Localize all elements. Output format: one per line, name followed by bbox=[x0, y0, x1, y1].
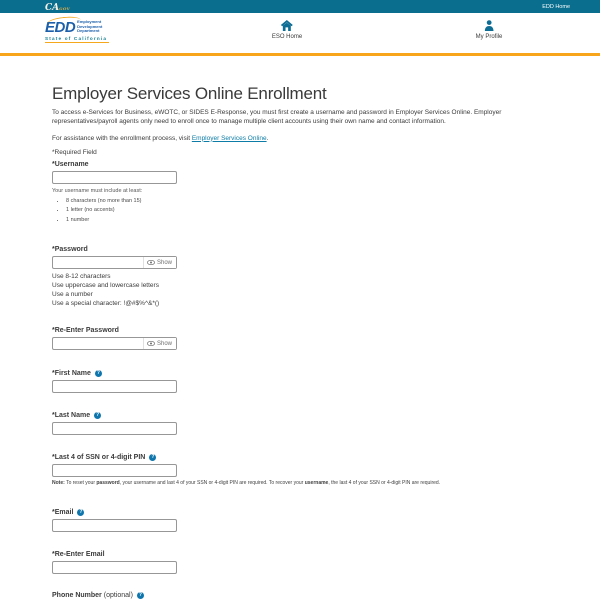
username-group bbox=[52, 160, 555, 226]
username-input[interactable] bbox=[52, 171, 177, 184]
password-rule: Use uppercase and lowercase letters bbox=[52, 282, 159, 289]
assistance-text: For assistance with the enrollment process, visit bbox=[52, 134, 192, 142]
intro-paragraph: To access e-Services for Business, eWOTC, or SIDES E-Response, you must first create a username and password in Employer Services Online. Employer representatives/payroll agents only need to enroll once to manage multiple client accounts using their own name and contact information. bbox=[52, 108, 502, 125]
eye-icon bbox=[147, 341, 155, 346]
eye-icon bbox=[147, 260, 155, 265]
reenter-email-input[interactable] bbox=[52, 561, 177, 574]
phone-label: Phone Number (optional) bbox=[52, 592, 133, 599]
employer-services-online-link[interactable]: Employer Services Online bbox=[191, 134, 267, 142]
site-header bbox=[0, 13, 600, 53]
username-hint-item: • 1 number bbox=[66, 216, 555, 226]
password-rule: Use 8-12 characters bbox=[52, 273, 111, 280]
first-name-group bbox=[52, 369, 555, 393]
password-group bbox=[52, 245, 555, 308]
edd-logo-state: State of California bbox=[45, 36, 109, 44]
last-name-group bbox=[52, 411, 555, 435]
ca-gov-logo-ca: CA bbox=[45, 2, 60, 13]
first-name-input[interactable] bbox=[52, 380, 177, 393]
nav-my-profile[interactable] bbox=[476, 20, 503, 40]
password-rule: Use a number bbox=[52, 291, 93, 298]
edd-home-link[interactable]: EDD Home bbox=[542, 3, 570, 10]
email-group bbox=[52, 508, 555, 532]
ssn-pin-note: Note: To reset your password, your username and last 4 of your SSN or 4-digit PIN are required. To recover your username, the last 4 of your SSN or 4-digit PIN are required. bbox=[52, 480, 441, 486]
edd-logo[interactable] bbox=[45, 16, 109, 43]
username-hint-item: • 8 characters (no more than 15) bbox=[66, 197, 555, 207]
password-show-label: Show bbox=[156, 259, 172, 266]
assistance-suffix: . bbox=[266, 134, 269, 142]
profile-icon bbox=[483, 20, 494, 31]
password-field bbox=[52, 256, 177, 269]
ca-gov-logo-gov: GOV bbox=[59, 5, 70, 11]
edd-logo-acronym: EDD bbox=[45, 18, 76, 36]
email-input[interactable] bbox=[52, 519, 177, 532]
enrollment-form bbox=[0, 56, 600, 600]
phone-group bbox=[52, 591, 555, 600]
nav-my-profile-label: My Profile bbox=[475, 34, 503, 40]
reenter-password-group bbox=[52, 326, 555, 350]
reenter-email-label: *Re-Enter Email bbox=[52, 551, 105, 558]
assistance-paragraph bbox=[52, 134, 555, 143]
ca-gov-logo[interactable] bbox=[45, 0, 70, 14]
username-label: *Username bbox=[52, 160, 89, 168]
reenter-password-show-button[interactable] bbox=[143, 338, 176, 349]
last-name-help-icon[interactable]: ? bbox=[96, 412, 100, 418]
last-name-label: *Last Name bbox=[52, 412, 91, 419]
ssn-pin-help-icon[interactable]: ? bbox=[151, 454, 155, 460]
home-icon bbox=[281, 20, 293, 31]
edd-logo-dept: Employment Development Department bbox=[77, 19, 103, 34]
username-hint-item: • 1 letter (no accents) bbox=[66, 206, 555, 216]
reenter-password-label: *Re-Enter Password bbox=[52, 327, 119, 334]
phone-help-icon[interactable]: ? bbox=[138, 592, 142, 598]
last-name-input[interactable] bbox=[52, 422, 177, 435]
reenter-password-show-label: Show bbox=[156, 340, 172, 347]
password-rule: Use a special character: !@#$%^&*() bbox=[52, 300, 160, 307]
reenter-password-input[interactable] bbox=[53, 338, 143, 349]
nav-eso-home-label: ESO Home bbox=[271, 34, 303, 40]
password-show-button[interactable] bbox=[143, 257, 176, 268]
username-hint-title: Your username must include at least: bbox=[52, 187, 143, 194]
first-name-label: *First Name bbox=[52, 370, 91, 377]
nav-eso-home[interactable] bbox=[272, 20, 302, 40]
reenter-password-field bbox=[52, 337, 177, 350]
ssn-pin-input[interactable] bbox=[52, 464, 177, 477]
password-input[interactable] bbox=[53, 257, 143, 268]
password-label: *Password bbox=[52, 246, 88, 253]
email-label: *Email bbox=[52, 509, 74, 516]
password-rules bbox=[52, 272, 555, 308]
required-field-note: *Required Field bbox=[52, 148, 97, 156]
first-name-help-icon[interactable]: ? bbox=[96, 370, 100, 376]
email-help-icon[interactable]: ? bbox=[79, 509, 83, 515]
page-title: Employer Services Online Enrollment bbox=[52, 83, 327, 103]
ssn-pin-label: *Last 4 of SSN or 4-digit PIN bbox=[52, 454, 146, 461]
username-hints bbox=[66, 197, 555, 226]
topbar bbox=[0, 0, 600, 13]
ssn-pin-group bbox=[52, 453, 555, 487]
reenter-email-group bbox=[52, 550, 555, 574]
